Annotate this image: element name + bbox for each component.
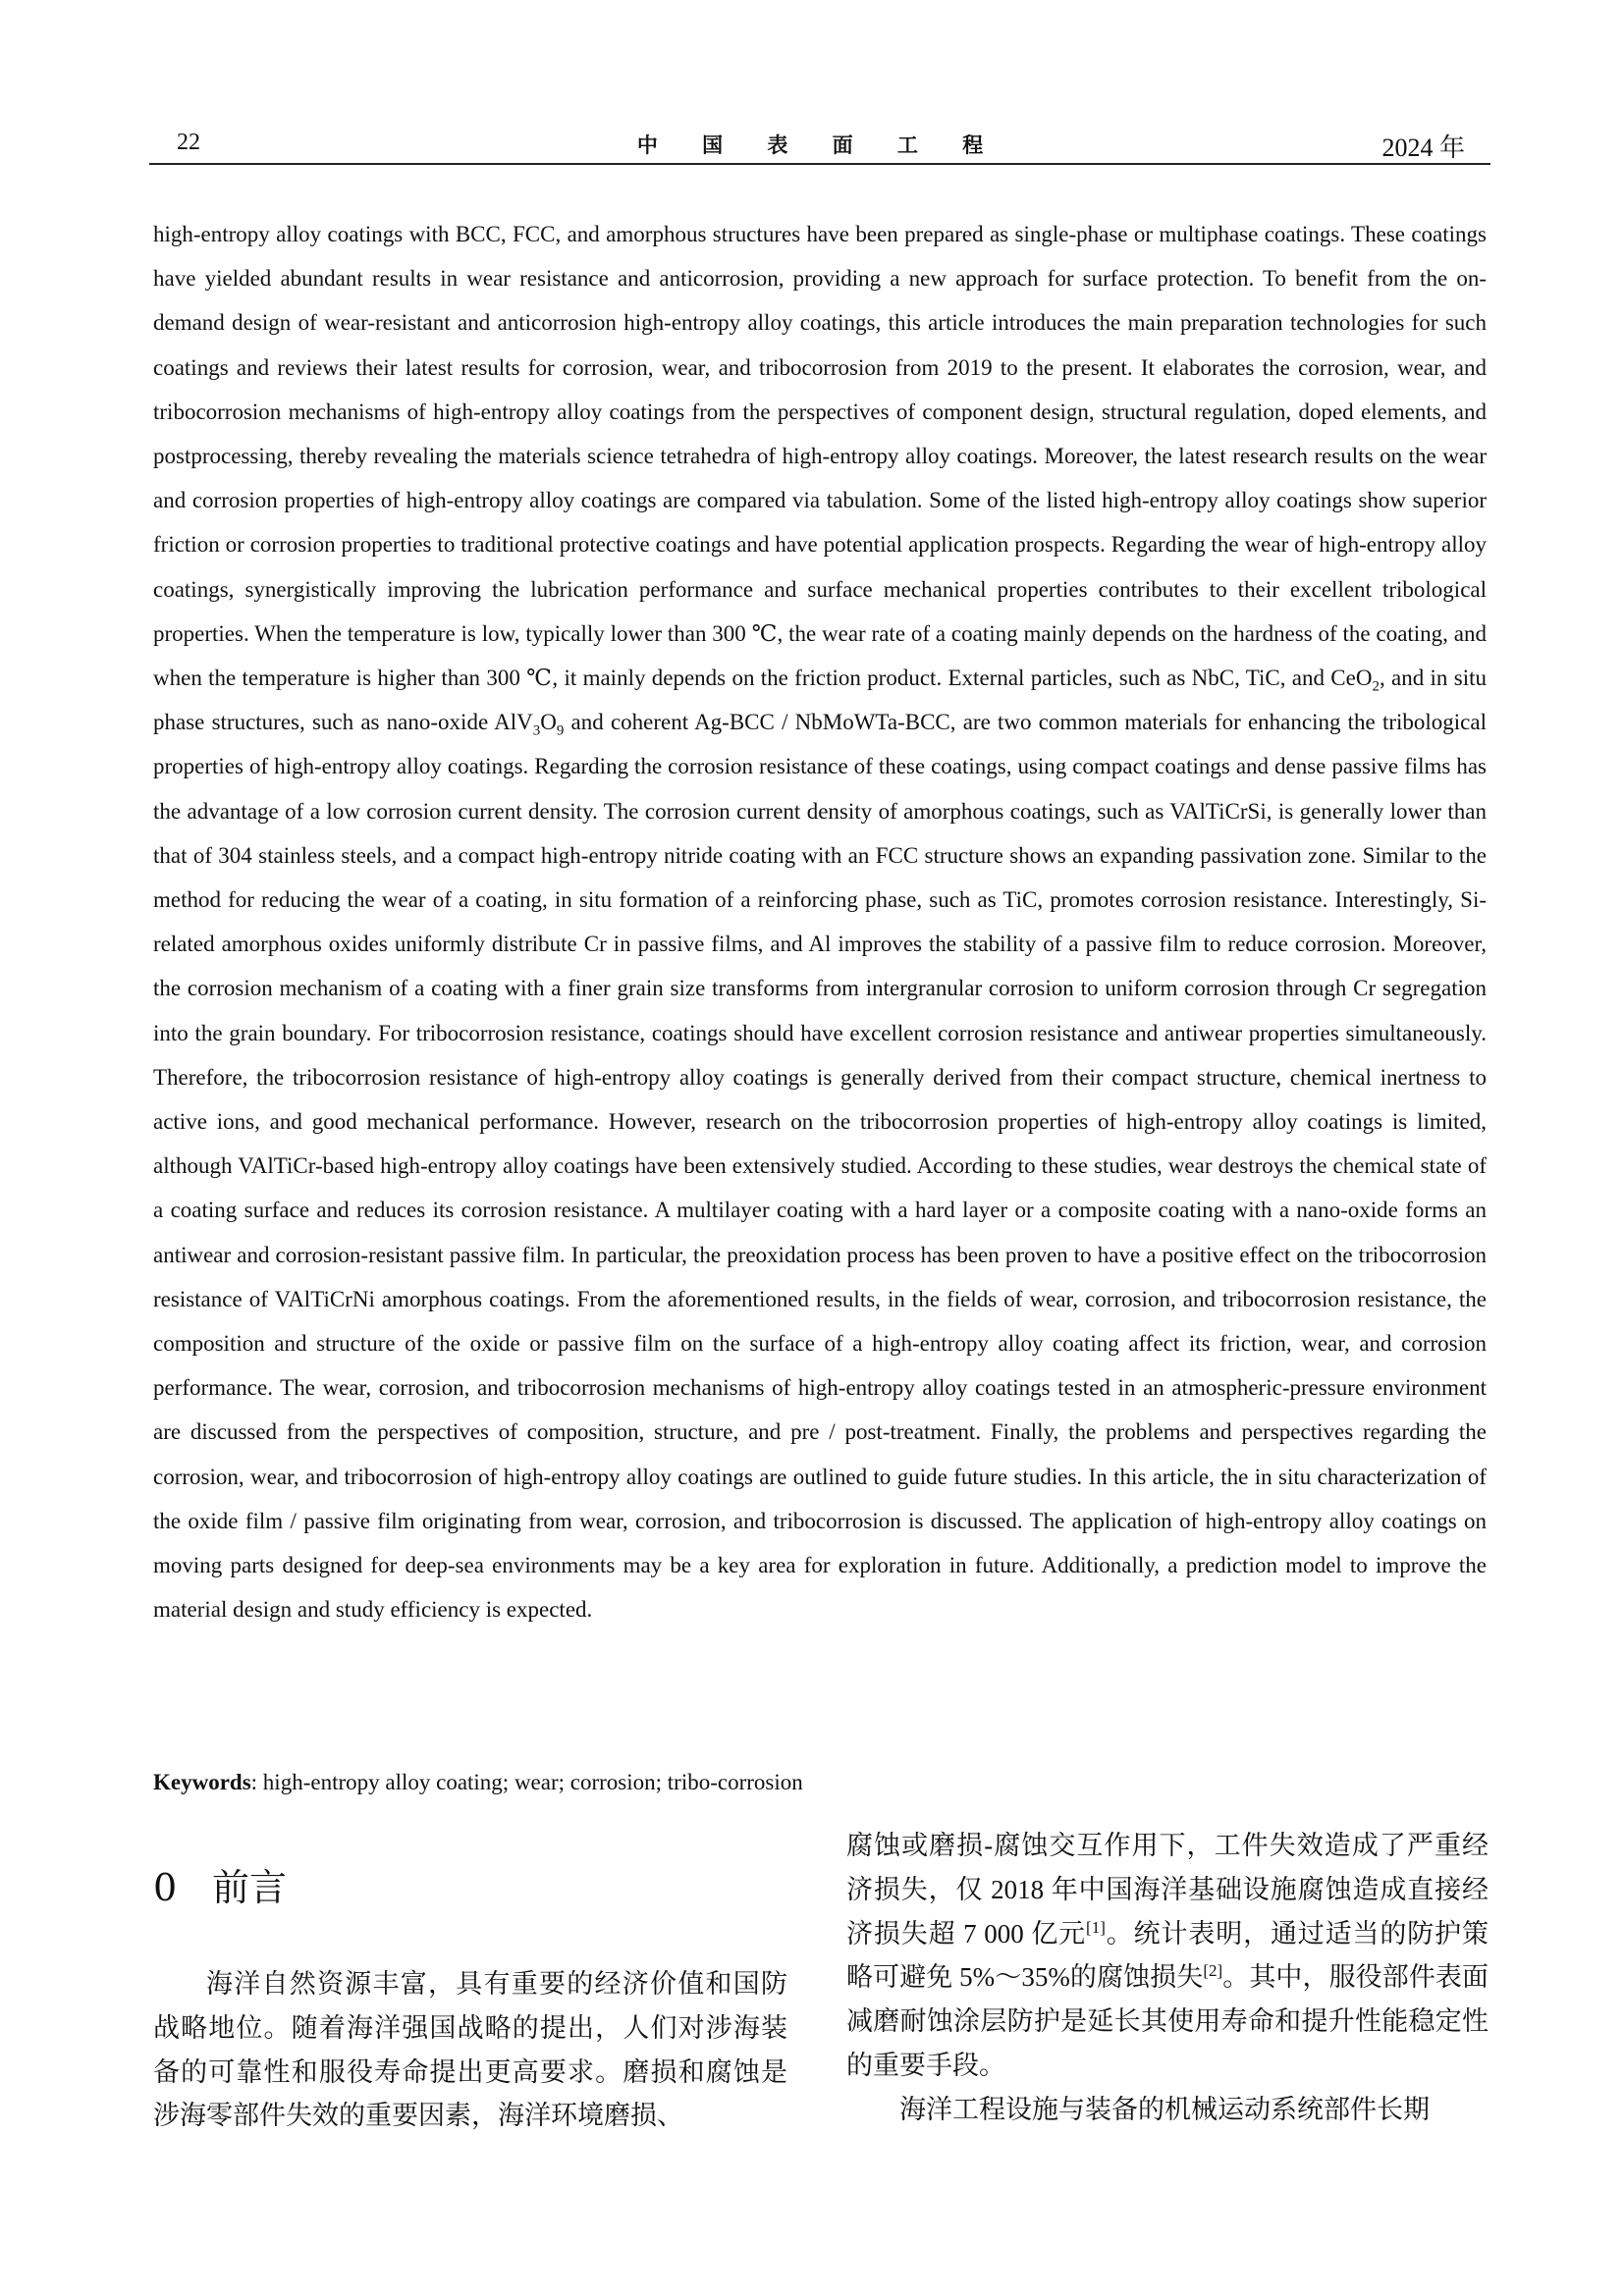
intro-paragraph: 海洋自然资源丰富，具有重要的经济价值和国防战略地位。随着海洋强国战略的提出，人们对涉海装备的可靠性和服役寿命提出更高要求。磨损和腐蚀是涉海零部件失效的重要因素，海洋环境磨损、 — [153, 1969, 787, 2131]
keywords-line — [153, 1763, 1487, 1802]
left-column — [153, 1836, 787, 2138]
section-number: 0 — [153, 1866, 178, 1909]
text-span: 腐蚀或磨损-腐蚀交互作用下，工件失效造成了严重经济损失，仅 2018 年中国海洋基础设施腐蚀造成直接经济损失超 7 000 亿元 — [846, 1831, 1489, 1949]
subscript: 3 — [532, 722, 541, 739]
section-heading — [153, 1857, 787, 1911]
body-paragraph: 海洋工程设施与装备的机械运动系统部件长期 — [899, 2094, 1430, 2124]
abstract-text-4: and coherent Ag-BCC / NbMoWTa-BCC, are two common materials for enhancing the tribological properties of high-entropy alloy coatings. Regarding the corrosion resistance of these coatings, using compact coatings and dense passive films has the advantage of a low corrosion current density. The corrosion current density of amorphous coatings, such as VAlTiCrSi, is generally lower than that of 304 stainless steels, and a compact high-entropy nitride coating with an FCC structure shows an expanding passivation zone. Similar to the method for reducing the wear of a coating, in situ formation of a reinforcing phase, such as TiC, promotes corrosion resistance. Interestingly, Si-related amorphous oxides uniformly distribute Cr in passive films, and Al improves the stability of a passive film to reduce corrosion. Moreover, the corrosion mechanism of a coating with a finer grain size transforms from intergranular corrosion to uniform corrosion through Cr segregation into the grain boundary. For tribocorrosion resistance, coatings should have excellent corrosion resistance and antiwear properties simultaneously. Therefore, the tribocorrosion resistance of high-entropy alloy coatings is generally derived from their compact structure, chemical inertness to active ions, and good mechanical performance. However, research on the tribocorrosion properties of high-entropy alloy coatings is limited, although VAlTiCr-based high-entropy alloy coatings have been extensively studied. According to these studies, wear destroys the chemical state of a coating surface and reduces its corrosion resistance. A multilayer coating with a hard layer or a composite coating with a nano-oxide forms an antiwear and corrosion-resistant passive film. In particular, the preoxidation process has been proven to have a positive effect on the tribocorrosion resistance of VAlTiCrNi amorphous coatings. From the aforementioned results, in the fields of wear, corrosion, and tribocorrosion resistance, the composition and structure of the oxide or passive film on the surface of a high-entropy alloy coating affect its friction, wear, and corrosion performance. The wear, corrosion, and tribocorrosion mechanisms of high-entropy alloy coatings tested in an atmospheric-pressure environment are discussed from the perspectives of composition, structure, and pre / post-treatment. Finally, the problems and perspectives regarding the corrosion, wear, and tribocorrosion of high-entropy alloy coatings are outlined to guide future studies. In this article, the in situ characterization of the oxide film / passive film originating from wear, corrosion, and tribocorrosion is discussed. The application of high-entropy alloy coatings on moving parts designed for deep-sea environments may be a key area for exploration in future. Additionally, a prediction model to improve the material design and study efficiency is expected. — [153, 710, 1487, 1623]
text-span: 。其中，服役部件表面减磨耐蚀涂层防护是延长其使用寿命和提升性能稳定性的重要手段。 — [846, 1962, 1489, 2080]
page-number: 22 — [177, 130, 200, 155]
abstract-text-1: high-entropy alloy coatings with BCC, FCC, and amorphous structures have been prepared as single-phase or multiphase coatings. These coatings have yielded abundant results in wear resistance and anticorrosion, providing a new approach for surface protection. To benefit from the on-demand design of wear-resistant and anticorrosion high-entropy alloy coatings, this article introduces the main preparation technologies for such coatings and reviews their latest results for corrosion, wear, and tribocorrosion from 2019 to the present. It elaborates the corrosion, wear, and tribocorrosion mechanisms of high-entropy alloy coatings from the perspectives of component design, structural regulation, doped elements, and postprocessing, thereby revealing the materials science tetrahedra of high-entropy alloy coatings. Moreover, the latest research results on the wear and corrosion properties of high-entropy alloy coatings are compared via tabulation. Some of the listed high-entropy alloy coatings show superior friction or corrosion properties to traditional protective coatings and have potential application prospects. Regarding the wear of high-entropy alloy coatings, synergistically improving the lubrication performance and surface mechanical properties contributes to their excellent tribological properties. When the temperature is low, typically lower than 300 ℃, the wear rate of a coating mainly depends on the hardness of the coating, and when the temperature is higher than 300 ℃, it mainly depends on the friction product. External particles, such as NbC, TiC, and CeO — [153, 222, 1487, 691]
abstract-text-2: , and in situ phase structures, such as nano-oxide AlV — [153, 666, 1487, 735]
subscript: 2 — [1372, 678, 1380, 695]
right-column — [846, 1824, 1489, 2132]
page-header — [149, 126, 1490, 165]
abstract-body — [153, 212, 1487, 1632]
citation-ref[interactable]: [2] — [1203, 1961, 1223, 1981]
journal-title: 中 国 表 面 工 程 — [636, 133, 1003, 157]
keywords-label: Keywords — [153, 1770, 251, 1794]
text-span: 。统计表明，通过适当的防护策略可避免 5%～35%的腐蚀损失 — [846, 1918, 1489, 1993]
keywords-text: : high-entropy alloy coating; wear; corrosion; tribo-corrosion — [250, 1770, 803, 1794]
intro-paragraph-continued — [846, 1824, 1489, 2088]
abstract-text-3: O — [540, 710, 557, 735]
publication-year: 2024 年 — [1381, 133, 1465, 162]
subscript: 9 — [556, 722, 565, 739]
section-title: 前言 — [212, 1866, 288, 1909]
citation-ref[interactable]: [1] — [1086, 1917, 1106, 1937]
